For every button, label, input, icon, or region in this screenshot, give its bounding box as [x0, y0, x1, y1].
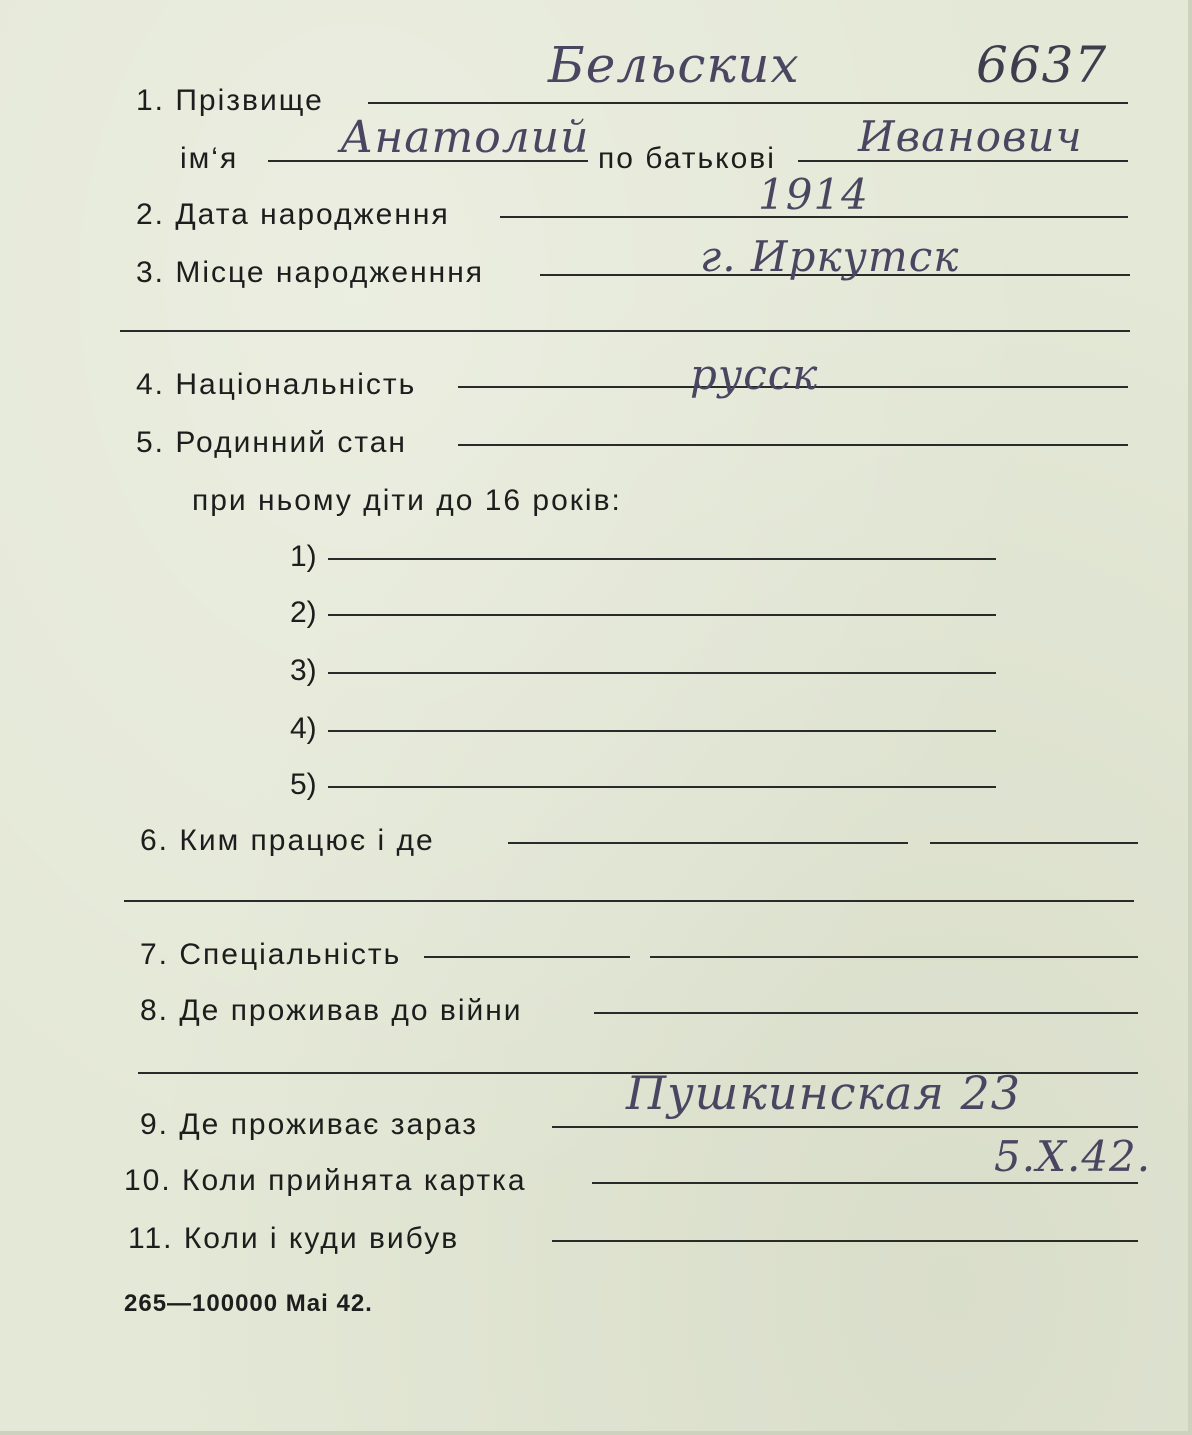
- nationality-value: русск: [690, 350, 819, 399]
- field-label-prewar-residence: 8. Де проживав до війни: [140, 994, 523, 1027]
- field-label-surname: 1. Прізвище: [136, 84, 324, 117]
- first-name-value: Анатолий: [340, 112, 590, 163]
- child-number: 5): [290, 768, 317, 801]
- field-label-marital-status: 5. Родинний стан: [136, 426, 407, 459]
- child-line: [328, 672, 996, 674]
- occupation-line-b: [930, 842, 1138, 844]
- child-number: 4): [290, 712, 317, 745]
- surname-line: [368, 102, 1128, 104]
- card-accepted-value: 5.X.42.: [994, 1132, 1152, 1181]
- child-number: 2): [290, 596, 317, 629]
- field-label-occupation: 6. Ким працює і де: [140, 824, 435, 857]
- field-label-card-accepted: 10. Коли прийнята картка: [124, 1164, 527, 1197]
- field-label-first-name: ім‘я: [180, 142, 239, 175]
- child-number: 1): [290, 540, 317, 573]
- children-heading: при ньому діти до 16 років:: [192, 484, 622, 517]
- field-label-departure: 11. Коли і куди вибув: [128, 1222, 460, 1255]
- current-residence-value: Пушкинская 23: [626, 1066, 1022, 1120]
- child-line: [328, 786, 996, 788]
- card-number: 6637: [976, 36, 1108, 94]
- child-line: [328, 614, 996, 616]
- specialty-line-b: [650, 956, 1138, 958]
- field-label-specialty: 7. Спеціальність: [140, 938, 402, 971]
- birth-place-value: г. Иркутск: [700, 232, 960, 281]
- card-accepted-line: [592, 1182, 1138, 1184]
- specialty-line: [424, 956, 630, 958]
- child-line: [328, 558, 996, 560]
- field-label-patronymic: по батькові: [598, 142, 776, 175]
- child-line: [328, 730, 996, 732]
- current-residence-line: [552, 1126, 1138, 1128]
- surname-value: Бельских: [548, 36, 800, 94]
- field-label-birth-date: 2. Дата народження: [136, 198, 450, 231]
- occupation-line-2: [124, 900, 1134, 902]
- print-code: 265—100000 Mai 42.: [124, 1290, 373, 1317]
- patronymic-value: Иванович: [858, 112, 1083, 161]
- field-label-current-residence: 9. Де проживає зараз: [140, 1108, 478, 1141]
- occupation-line: [508, 842, 908, 844]
- departure-line: [552, 1240, 1138, 1242]
- field-label-nationality: 4. Національність: [136, 368, 417, 401]
- field-label-birth-place: 3. Місце народженння: [136, 256, 485, 289]
- child-number: 3): [290, 654, 317, 687]
- marital-status-line: [458, 444, 1128, 446]
- birth-date-value: 1914: [758, 170, 869, 219]
- prewar-residence-line: [594, 1012, 1138, 1014]
- birth-place-line-2: [120, 330, 1130, 332]
